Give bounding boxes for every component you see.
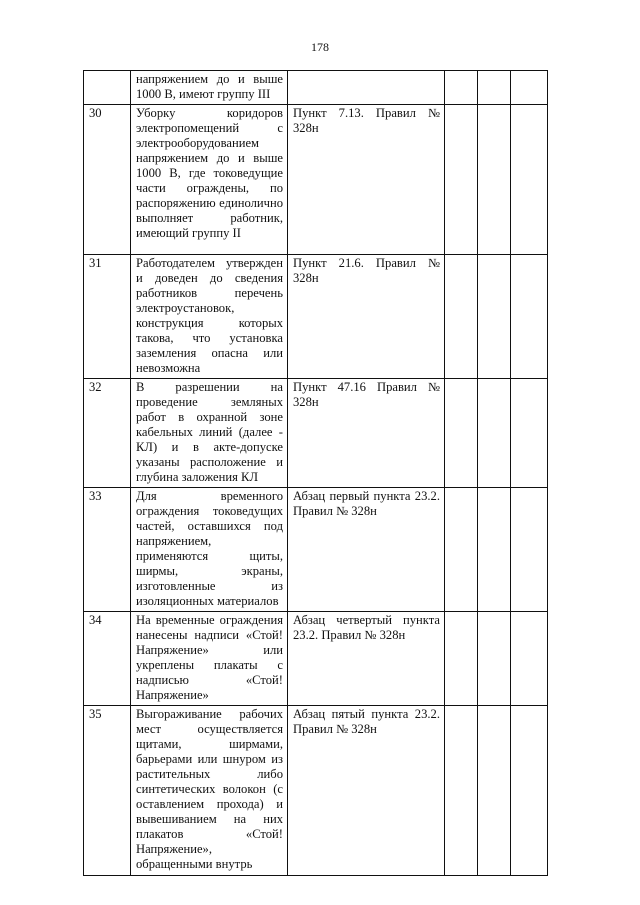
answer-no-cell [478, 612, 511, 706]
answer-not-applicable-cell [511, 612, 548, 706]
legal-reference-cell: Пункт 47.16 Правил № 328н [288, 379, 445, 488]
answer-not-applicable-cell [511, 379, 548, 488]
answer-yes-cell [445, 379, 478, 488]
answer-no-cell [478, 71, 511, 105]
legal-reference-cell: Абзац пятый пункта 23.2. Правил № 328н [288, 706, 445, 876]
requirement-cell: На временные ограждения нанесены надписи «Стой! Напряжение» или укреплены плакаты с надписью «Стой! Напряжение» [131, 612, 288, 706]
answer-yes-cell [445, 255, 478, 379]
requirement-cell: Уборку коридоров электропомещений с электрооборудованием напряжением до и выше 1000 В, где токоведущие части ограждены, по распоряжению единолично выполняет работник, имеющий группу II [131, 105, 288, 255]
requirement-cell: Выгораживание рабочих мест осуществляется щитами, ширмами, барьерами или шнуром из растительных либо синтетических волокон (с оставлением прохода) и вывешиванием на них плакатов «Стой! Напряжение», обращенными внутрь [131, 706, 288, 876]
table-row [84, 105, 548, 255]
legal-reference-cell: Абзац первый пункта 23.2. Правил № 328н [288, 488, 445, 612]
row-number-cell: 30 [84, 105, 131, 255]
table-row [84, 379, 548, 488]
answer-no-cell [478, 488, 511, 612]
table-row [84, 488, 548, 612]
row-number-cell [84, 71, 131, 105]
answer-not-applicable-cell [511, 488, 548, 612]
row-number-cell: 34 [84, 612, 131, 706]
table-row [84, 255, 548, 379]
page-number: 178 [311, 40, 329, 54]
answer-not-applicable-cell [511, 105, 548, 255]
requirement-cell: Для временного ограждения токоведущих частей, оставшихся под напряжением, применяются щиты, ширмы, экраны, изготовленные из изоляционных материалов [131, 488, 288, 612]
answer-not-applicable-cell [511, 71, 548, 105]
row-number-cell: 31 [84, 255, 131, 379]
answer-yes-cell [445, 71, 478, 105]
legal-reference-cell: Пункт 7.13. Правил № 328н [288, 105, 445, 255]
answer-no-cell [478, 379, 511, 488]
table-row [84, 71, 548, 105]
row-number-cell: 32 [84, 379, 131, 488]
answer-yes-cell [445, 612, 478, 706]
answer-not-applicable-cell [511, 255, 548, 379]
answer-yes-cell [445, 706, 478, 876]
legal-reference-cell [288, 71, 445, 105]
answer-no-cell [478, 255, 511, 379]
row-number-cell: 35 [84, 706, 131, 876]
answer-no-cell [478, 105, 511, 255]
table-row [84, 612, 548, 706]
answer-not-applicable-cell [511, 706, 548, 876]
answer-no-cell [478, 706, 511, 876]
table-row [84, 706, 548, 876]
requirement-cell: В разрешении на проведение земляных работ в охранной зоне кабельных линий (далее - КЛ) и в акте-допуске указаны расположение и глубина заложения КЛ [131, 379, 288, 488]
row-number-cell: 33 [84, 488, 131, 612]
requirement-cell: Работодателем утвержден и доведен до сведения работников перечень электроустановок, конструкция которых такова, что установка заземления опасна или невозможна [131, 255, 288, 379]
requirement-cell: напряжением до и выше 1000 В, имеют группу III [131, 71, 288, 105]
answer-yes-cell [445, 105, 478, 255]
checklist-table [83, 70, 548, 876]
legal-reference-cell: Абзац четвертый пункта 23.2. Правил № 328н [288, 612, 445, 706]
answer-yes-cell [445, 488, 478, 612]
legal-reference-cell: Пункт 21.6. Правил № 328н [288, 255, 445, 379]
